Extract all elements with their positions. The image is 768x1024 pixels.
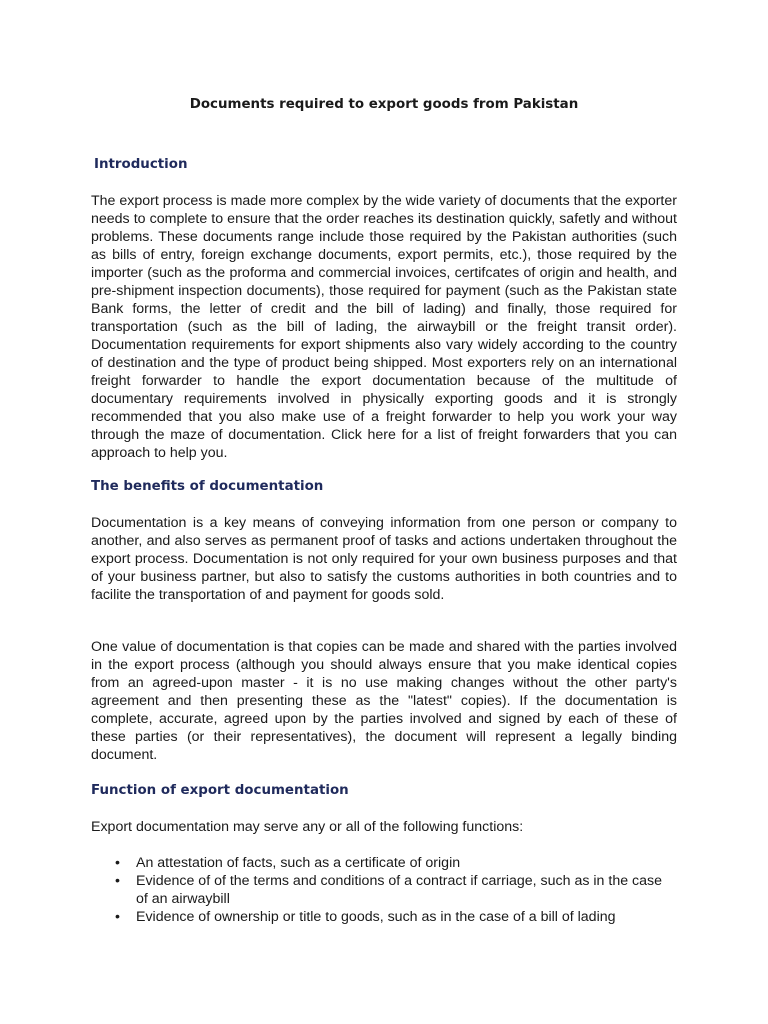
bullet-icon: • — [115, 909, 120, 925]
paragraph-benefits-2: One value of documentation is that copies can be made and shared with the parties involved in the export process (although you should always ensure that you make identical copies from an agreed-upon master - it is no use making changes without the other party's agreement and then presenting these as the "latest" copies). If the documentation is complete, accurate, agreed upon by the parties involved and signed by each of these of these parties (or their representatives), the document will represent a legally binding document. — [91, 639, 677, 763]
paragraph-benefits-1: Documentation is a key means of conveying information from one person or company to another, and also serves as permanent proof of tasks and actions undertaken throughout the export process. Documentation is not only required for your own business purposes and that of your business partner, but also to satisfy the customs authorities in both countries and to facilite the transportation of and payment for goods sold. — [91, 515, 677, 603]
function-list — [91, 854, 677, 926]
bullet-icon: • — [115, 855, 120, 871]
list-item — [91, 908, 677, 926]
list-item — [91, 872, 677, 908]
list-item-text: Evidence of ownership or title to goods, such as in the case of a bill of lading — [136, 909, 616, 925]
paragraph-function-intro: Export documentation may serve any or all of the following functions: — [91, 819, 524, 835]
list-item-text: Evidence of of the terms and conditions of a contract if carriage, such as in the case of an airwaybill — [136, 873, 663, 907]
heading-benefits: The benefits of documentation — [91, 479, 324, 494]
list-item-text: An attestation of facts, such as a certificate of origin — [136, 855, 461, 871]
heading-introduction: Introduction — [94, 157, 188, 172]
bullet-icon: • — [115, 873, 120, 889]
page-title: Documents required to export goods from Pakistan — [189, 97, 579, 112]
paragraph-introduction: The export process is made more complex by the wide variety of documents that the exporter needs to complete to ensure that the order reaches its destination quickly, safetly and without problems. These documents range include those required by the Pakistan authorities (such as bills of entry, foreign exchange documents, export permits, etc.), those required by the importer (such as the proforma and commercial invoices, certifcates of origin and health, and pre-shipment inspection documents), those required for payment (such as the Pakistan state Bank forms, the letter of credit and the bill of lading) and finally, those required for transportation (such as the bill of lading, the airwaybill or the freight transit order). Documentation requirements for export shipments also vary widely according to the country of destination and the type of product being shipped. Most exporters rely on an international freight forwarder to handle the export documentation because of the multitude of documentary requirements involved in physically exporting goods and it is strongly recommended that you also make use of a freight forwarder to help you work your way through the maze of documentation. Click here for a list of freight forwarders that you can approach to help you. — [91, 193, 677, 461]
heading-function: Function of export documentation — [91, 783, 349, 798]
list-item — [91, 854, 677, 872]
